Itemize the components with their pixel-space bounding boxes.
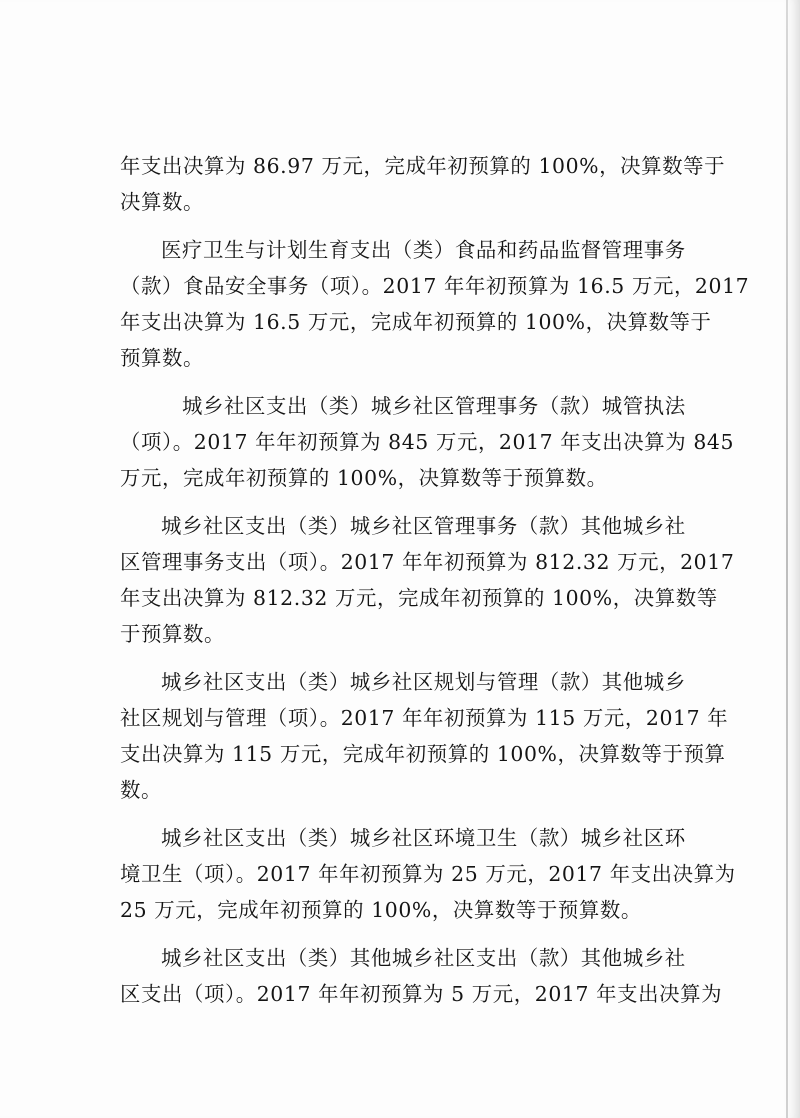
page-edge-shadow <box>786 0 788 1118</box>
paragraph-line: 医疗卫生与计划生育支出（类）食品和药品监督管理事务 <box>161 238 686 262</box>
paragraph-line: 于预算数。 <box>120 622 225 646</box>
paragraph-line: 区支出（项）。2017 年年初预算为 5 万元，2017 年支出决算为 <box>120 982 723 1006</box>
paragraph-1 <box>120 148 726 220</box>
paragraph-line: 年支出决算为 812.32 万元，完成年初预算的 100%，决算数等 <box>120 586 718 610</box>
paragraph-2 <box>120 232 750 376</box>
paragraph-6 <box>120 820 736 928</box>
paragraph-line: 城乡社区支出（类）其他城乡社区支出（款）其他城乡社 <box>161 946 686 970</box>
paragraph-line: 25 万元，完成年初预算的 100%，决算数等于预算数。 <box>120 898 642 922</box>
paragraph-4 <box>120 508 735 652</box>
paragraph-line: 城乡社区支出（类）城乡社区管理事务（款）其他城乡社 <box>161 514 686 538</box>
paragraph-line: 城乡社区支出（类）城乡社区管理事务（款）城管执法 <box>182 394 686 418</box>
paragraph-5 <box>120 664 729 808</box>
paragraph-line: 境卫生（项）。2017 年年初预算为 25 万元，2017 年支出决算为 <box>120 862 736 886</box>
paragraph-line: （项）。2017 年年初预算为 845 万元，2017 年支出决算为 845 <box>120 430 735 454</box>
paragraph-7 <box>120 940 723 1012</box>
paragraph-line: 年支出决算为 86.97 万元，完成年初预算的 100%，决算数等于 <box>120 154 726 178</box>
paragraph-line: 年支出决算为 16.5 万元，完成年初预算的 100%，决算数等于 <box>120 310 712 334</box>
paragraph-line: 城乡社区支出（类）城乡社区规划与管理（款）其他城乡 <box>161 670 686 694</box>
paragraph-line: 社区规划与管理（项）。2017 年年初预算为 115 万元，2017 年 <box>120 706 729 730</box>
paragraph-line: 支出决算为 115 万元，完成年初预算的 100%，决算数等于预算 <box>120 742 726 766</box>
paragraph-line: 数。 <box>120 778 162 802</box>
paragraph-line: （款）食品安全事务（项）。2017 年年初预算为 16.5 万元，2017 <box>120 274 750 298</box>
paragraph-line: 决算数。 <box>120 190 204 214</box>
paragraph-3 <box>120 388 735 496</box>
document-body <box>120 148 750 1024</box>
paragraph-line: 城乡社区支出（类）城乡社区环境卫生（款）城乡社区环 <box>161 826 686 850</box>
paragraph-line: 区管理事务支出（项）。2017 年年初预算为 812.32 万元，2017 <box>120 550 735 574</box>
paragraph-line: 预算数。 <box>120 346 204 370</box>
paragraph-line: 万元，完成年初预算的 100%，决算数等于预算数。 <box>120 466 608 490</box>
